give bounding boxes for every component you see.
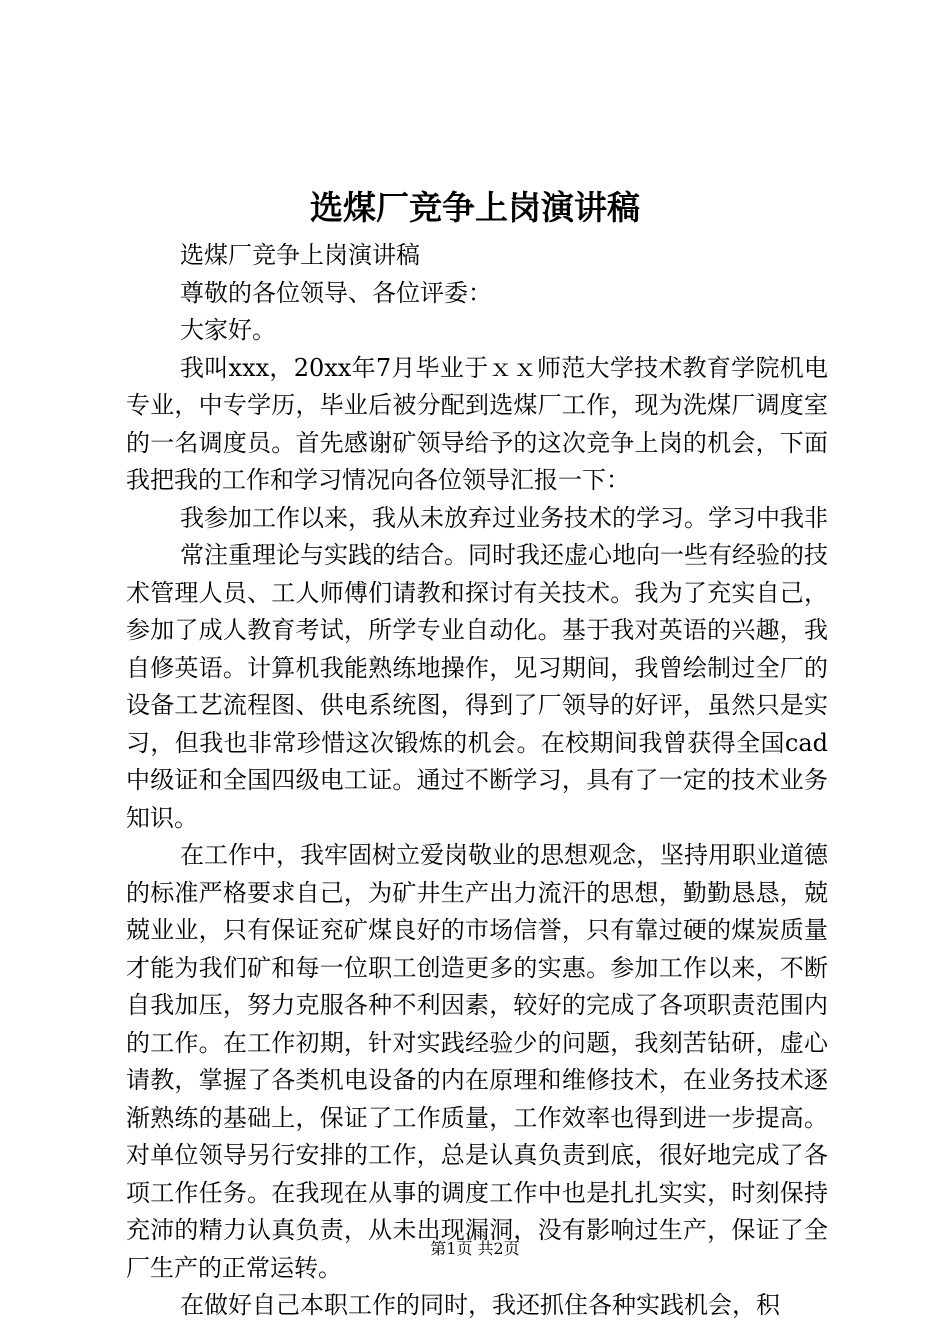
page-number-footer: 第1页 共2页 xyxy=(430,1239,520,1258)
document-body xyxy=(126,237,828,1325)
paragraph-practice: 在做好自己本职工作的同时，我还抓住各种实践机会，积 xyxy=(180,1291,780,1319)
paragraph-study-start: 我参加工作以来，我从未放弃过业务技术的学习。学习中我非 xyxy=(180,503,828,532)
paragraph-heading-repeat: 选煤厂竞争上岗演讲稿 xyxy=(180,241,420,269)
document-title: 选煤厂竞争上岗演讲稿 xyxy=(310,188,640,227)
paragraph-salutation: 尊敬的各位领导、各位评委： xyxy=(180,278,492,307)
paragraph-introduction: 我叫xxx，20xx年7月毕业于ｘｘ师范大学技术教育学院机电专业，中专学历，毕业后被分配到选煤厂工作，现为洗煤厂调度室的一名调度员。首先感谢矿领导给予的这次竞争上岗的机会，下面我把我的工作和学习情况向各位领导汇报一下： xyxy=(126,353,828,494)
paragraph-greeting: 大家好。 xyxy=(180,316,276,344)
paragraph-study-detail: 常注重理论与实践的结合。同时我还虚心地向一些有经验的技术管理人员、工人师傅们请教和探讨有关技术。我为了充实自己，参加了成人教育考试，所学专业自动化。基于我对英语的兴趣，我自修英语。计算机我能熟练地操作，见习期间，我曾绘制过全厂的设备工艺流程图、供电系统图，得到了厂领导的好评，虽然只是实习，但我也非常珍惜这次锻炼的机会。在校期间我曾获得全国cad中级证和全国四级电工证。通过不断学习，具有了一定的技术业务知识。 xyxy=(126,541,828,832)
paragraph-work: 在工作中，我牢固树立爱岗敬业的思想观念，坚持用职业道德的标准严格要求自己，为矿井生产出力流汗的思想，勤勤恳恳，兢兢业业，只有保证兖矿煤良好的市场信誉，只有靠过硬的煤炭质量才能为我们矿和每一位职工创造更多的实惠。参加工作以来，不断自我加压，努力克服各种不利因素，较好的完成了各项职责范围内的工作。在工作初期，针对实践经验少的问题，我刻苦钻研，虚心请教，掌握了各类机电设备的内在原理和维修技术，在业务技术逐渐熟练的基础上，保证了工作质量，工作效率也得到进一步提高。对单位领导另行安排的工作，总是认真负责到底，很好地完成了各项工作任务。在我现在从事的调度工作中也是扎扎实实，时刻保持充沛的精力认真负责，从未出现漏洞，没有影响过生产，保证了全厂生产的正常运转。 xyxy=(126,841,828,1282)
